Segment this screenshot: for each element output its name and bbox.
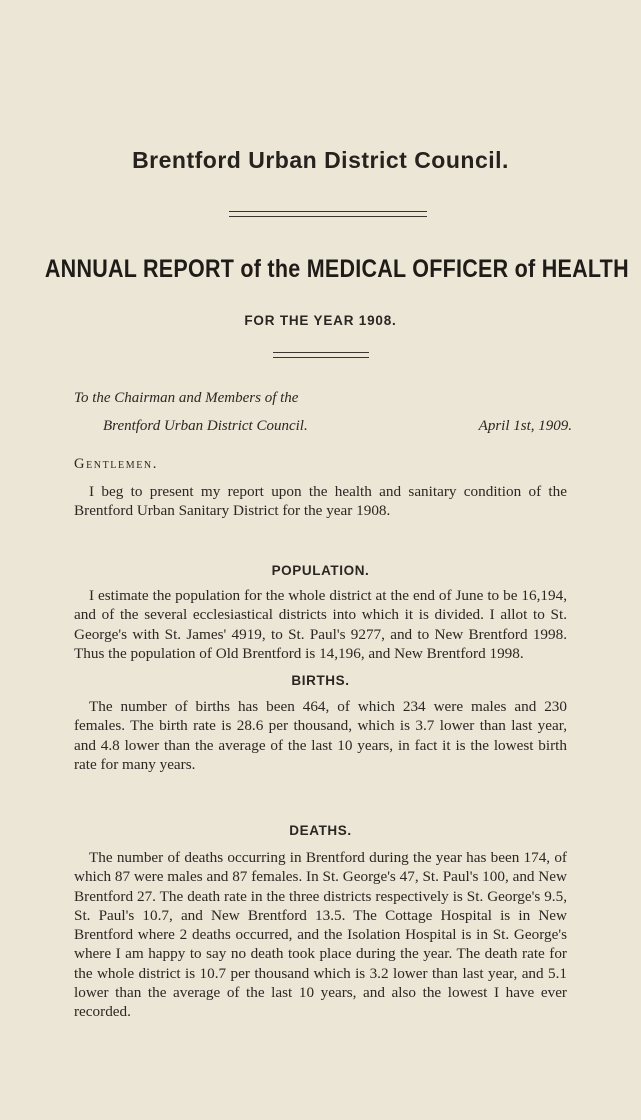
section-heading-births: BIRTHS. [291,673,350,688]
population-paragraph: I estimate the population for the whole district at the end of June to be 16,194, and of the several ecclesiastical districts into which it is divided. I allot to St. George's with St. James' 4919, to St. Paul's 9277, and to New Brentford 1998. Thus the population of Old Brentford is 14,196, and New Brentford 1998. [74,587,567,662]
section-heading-deaths: DEATHS. [289,823,352,838]
report-title: ANNUAL REPORT of the MEDICAL OFFICER of HEALTH [44,255,629,283]
section-heading-population: POPULATION. [271,563,370,578]
double-rule-divider [273,352,369,358]
addressee-line: Brentford Urban District Council. [103,418,308,434]
salutation: Gentlemen. [74,456,158,472]
double-rule-divider [229,211,427,217]
addressee-line: To the Chairman and Members of the [74,390,299,406]
deaths-paragraph: The number of deaths occurring in Brentford during the year has been 174, of which 87 were males and 87 females. In St. George's 47, St. Paul's 100, and New Brentford 27. The death rate in the three districts respectively is St. George's 9.5, St. Paul's 10.7, and New Brentford 13.5. The Cottage Hospital is in New Brentford where 2 deaths occurred, and the Isolation Hospital is in St. George's where I am happy to say no death took place during the year. The death rate for the whole district is 10.7 per thousand which is 3.2 lower than last year, and 5.1 lower than the average of the last 10 years, and also the lowest I have ever recorded. [74,849,567,1021]
council-title: Brentford Urban District Council. [132,147,509,173]
intro-paragraph: I beg to present my report upon the health and sanitary condition of the Brentford Urban Sanitary District for the year 1908. [74,483,567,520]
births-paragraph: The number of births has been 464, of which 234 were males and 230 females. The birth rate is 28.6 per thousand, which is 3.7 lower than last year, and 4.8 lower than the average of the last 10 years, in fact it is the lowest birth rate for many years. [74,698,567,773]
letter-date: April 1st, 1909. [478,418,572,434]
report-year: FOR THE YEAR 1908. [244,313,397,328]
